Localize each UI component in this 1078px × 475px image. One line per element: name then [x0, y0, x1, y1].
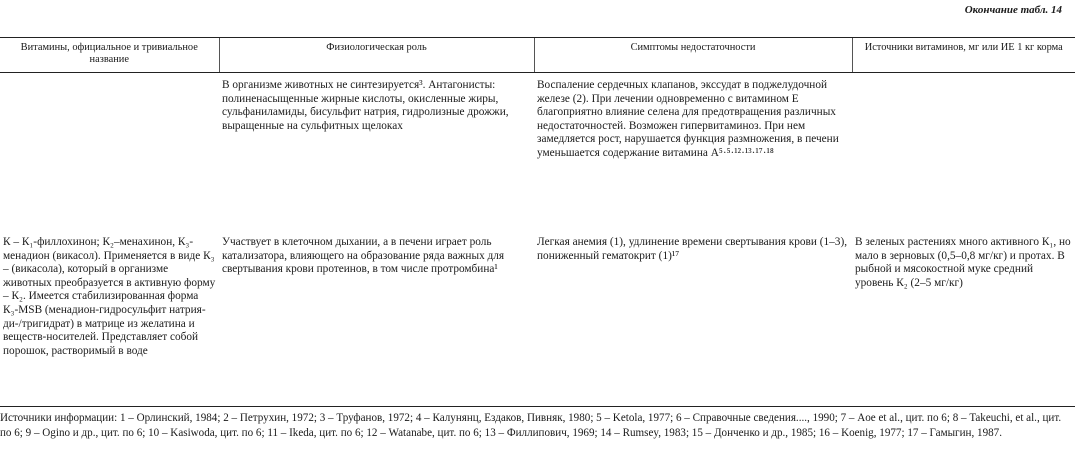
table-caption: Окончание табл. 14	[964, 4, 1062, 16]
table-row	[0, 234, 1075, 406]
cell-physiological-role: Участвует в клеточном дыхании, а в печени играет роль катализатора, влияющего на образование ряда важных для свертывания крови протеинов, в том числе протромбина¹	[222, 236, 505, 276]
cell-physiological-role: В организме животных не синтезируется³. Антагонисты: полиненасыщенные жирные кислоты, окисленные жиры, сульфаниламиды, бисульфит натрия, гидролизные дрожжи, выращенные на сульфитных щелоках	[222, 79, 509, 132]
sources-footnote	[0, 406, 1075, 441]
header-deficiency-symptoms: Симптомы недостаточности	[534, 38, 852, 73]
cell-deficiency-symptoms: Легкая анемия (1), удлинение времени свертывания крови (1–3), пониженный гематокрит (1)¹⁷	[537, 236, 848, 262]
table-row	[0, 73, 1075, 235]
table-header-row	[0, 38, 1075, 73]
cell-vitamin-sources	[852, 73, 1075, 235]
header-vitamin-name: Витамины, официальное и тривиальное название	[0, 38, 219, 73]
cell-deficiency-symptoms: Воспаление сердечных клапанов, экссудат в поджелудочной железе (2). При лечении одновременно с витамином Е благоприятно влияние селена для предотвращения различных недостаточностей. Возможен гипервитаминоз. При нем замедляется рост, нарушается функция размножения, в печени уменьшается содержание витамина А⁵·⁵·¹²·¹³·¹⁷·¹⁸	[537, 79, 839, 159]
sources-text: Источники информации: 1 – Орлинский, 1984; 2 – Петрухин, 1972; 3 – Труфанов, 1972; 4 – Калунянц, Ездаков, Пивняк, 1980; 5 – Ketola, 1977; 6 – Справочные сведения...., 1990; 7 – Aoe et al., цит. по 6; 8 – Takeuchi, et al., цит. по 6; 9 – Ogino и др., цит. по 6; 10 – Kasiwoda, цит. по 6; 11 – Ikeda, цит. по 6; 12 – Watanabe, цит. по 6; 13 – Филлипович, 1969; 14 – Rumsey, 1983; 15 – Донченко и др., 1985; 16 – Koenig, 1977; 17 – Гамыгин, 1987.	[0, 412, 1062, 439]
header-vitamin-sources: Источники витаминов, мг или ИЕ 1 кг корма	[852, 38, 1075, 73]
cell-vitamin-sources: В зеленых растениях много активного К₁, но мало в зерновых (0,5–0,8 мг/кг) и протах. В рыбной и мясокостной муке средний уровень К₂ (2–5 мг/кг)	[855, 236, 1071, 289]
header-physiological-role: Физиологическая роль	[219, 38, 534, 73]
vitamin-table	[0, 37, 1075, 406]
cell-vitamin-name: К – К₁-филлохинон; К₂–менахинон, К₃-менадион (викасол). Применяется в виде К₃ – (викасола), который в организме животных преобразуется в активную форму – К₂. Имеется стабилизированная форма К₃-MSB (менадион-гидросульфит натрия-ди-/тригидрат) в матрице из желатина и веществ-носителей. Представляет собой порошок, растворимый в воде	[3, 236, 216, 357]
cell-vitamin-name	[0, 73, 219, 235]
